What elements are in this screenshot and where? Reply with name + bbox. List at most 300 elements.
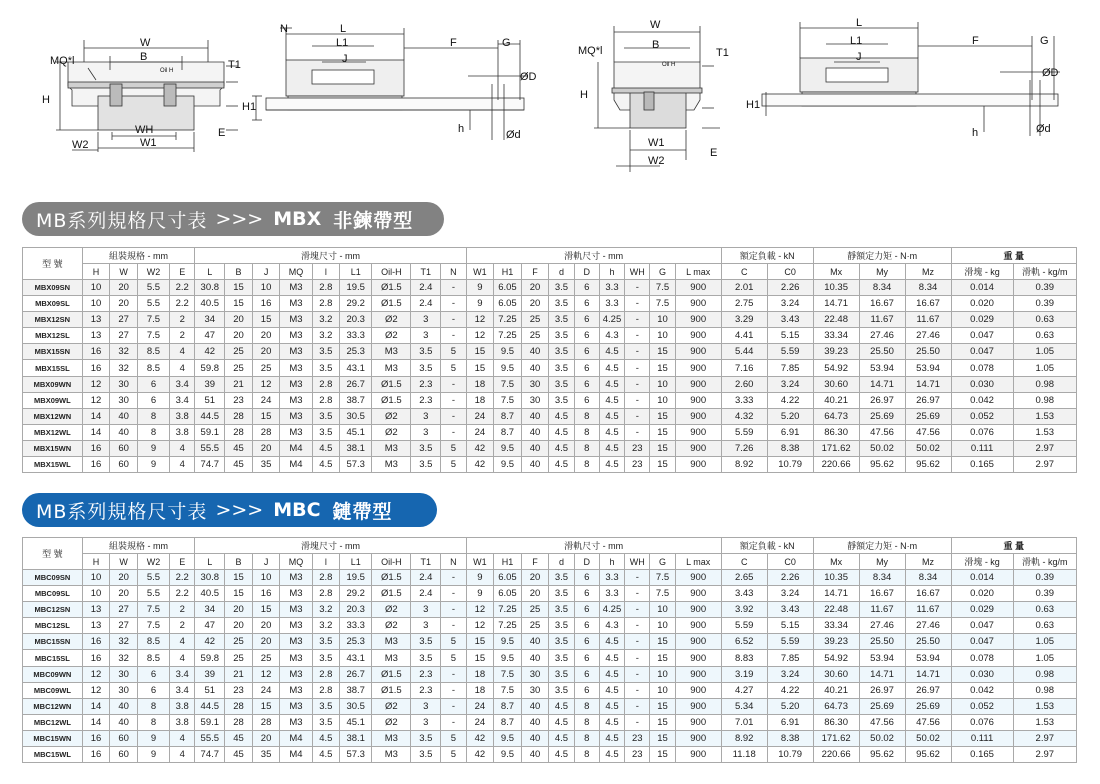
table-cell: 6.52 <box>721 634 767 650</box>
table-cell: 13 <box>82 618 110 634</box>
table-cell: M3 <box>372 650 411 666</box>
table-cell: M4 <box>280 747 312 763</box>
table-cell: 3 <box>411 618 441 634</box>
table-cell: - <box>441 570 466 586</box>
col-header: N <box>441 554 466 570</box>
table-cell: 3.5 <box>312 344 340 360</box>
table-cell: 900 <box>675 424 721 440</box>
table-cell: 9 <box>466 570 494 586</box>
table-cell: 8 <box>137 424 169 440</box>
table-cell: 4.5 <box>599 666 624 682</box>
table-cell: 8 <box>574 440 599 456</box>
table-cell: 9 <box>466 586 494 602</box>
table-cell: 0.39 <box>1013 296 1076 312</box>
table-cell: 24 <box>252 682 280 698</box>
dim-w-label: W <box>140 37 151 49</box>
col-header: 滑塊 - kg <box>951 264 1013 280</box>
table-cell: 15 <box>650 698 675 714</box>
table-cell: 4.5 <box>599 650 624 666</box>
table-cell: Ø1.5 <box>372 570 411 586</box>
table-cell: M3 <box>280 328 312 344</box>
dim-od-label: ØD <box>520 71 537 83</box>
table-cell: 7.16 <box>721 360 767 376</box>
table-cell: 45 <box>225 440 253 456</box>
table-cell: Ø1.5 <box>372 392 411 408</box>
table-cell: 2.3 <box>411 666 441 682</box>
table-cell: 900 <box>675 280 721 296</box>
oil-hole-label: Oil H <box>662 62 676 68</box>
table-cell: Ø2 <box>372 618 411 634</box>
col-header: WH <box>625 264 650 280</box>
col-header: 滑塊 - kg <box>951 554 1013 570</box>
col-header: W1 <box>466 264 494 280</box>
group-weight-header: 重 量 <box>951 248 1076 264</box>
table-cell: 30 <box>110 666 138 682</box>
table-cell: 33.3 <box>340 618 372 634</box>
table-row <box>23 376 1077 392</box>
table-cell: 0.047 <box>951 328 1013 344</box>
table-cell: M3 <box>280 570 312 586</box>
table-row <box>23 280 1077 296</box>
dim-h-label: H <box>580 89 588 101</box>
table-cell: 8.5 <box>137 634 169 650</box>
table-cell: 4.25 <box>599 602 624 618</box>
table-cell: 7.85 <box>767 360 813 376</box>
table-cell: 14.71 <box>813 296 859 312</box>
table-cell: 4 <box>170 360 195 376</box>
table-cell: 9.5 <box>494 360 522 376</box>
col-header: Oil-H <box>372 264 411 280</box>
table-cell: 2.8 <box>312 666 340 682</box>
table-cell: 27.46 <box>905 328 951 344</box>
table-cell: 8.83 <box>721 650 767 666</box>
model-cell: MBC09WN <box>23 666 83 682</box>
table-cell: 5.59 <box>721 424 767 440</box>
table-cell: Ø1.5 <box>372 666 411 682</box>
table-cell: 3.4 <box>170 376 195 392</box>
table-cell: 11.67 <box>859 312 905 328</box>
table-cell: 53.94 <box>859 360 905 376</box>
table-cell: - <box>441 392 466 408</box>
table-cell: 25.3 <box>340 344 372 360</box>
table-cell: 10.79 <box>767 747 813 763</box>
dim-w2-label: W2 <box>648 155 665 167</box>
table-row <box>23 328 1077 344</box>
table-cell: 4.25 <box>599 312 624 328</box>
table-cell: 26.7 <box>340 376 372 392</box>
table-cell: 4.5 <box>599 698 624 714</box>
table-cell: 3.5 <box>549 650 574 666</box>
table-cell: 7.25 <box>494 602 522 618</box>
table-cell: 4.5 <box>549 457 574 473</box>
table-cell: 25 <box>521 312 549 328</box>
table-cell: 40.21 <box>813 392 859 408</box>
dim-l1-label: L1 <box>850 35 863 47</box>
dim-t1-label: T1 <box>228 59 241 71</box>
table-cell: 23 <box>625 747 650 763</box>
table-cell: 51 <box>195 682 225 698</box>
table-cell: 6 <box>574 376 599 392</box>
table-cell: M3 <box>372 747 411 763</box>
table-cell: 20 <box>252 344 280 360</box>
table-cell: 13 <box>82 602 110 618</box>
col-header: F <box>521 264 549 280</box>
table-cell: 25 <box>225 650 253 666</box>
table-cell: - <box>625 586 650 602</box>
oil-hole-label: Oil H <box>160 68 174 74</box>
table-cell: 16.67 <box>905 586 951 602</box>
model-cell: MBC15WN <box>23 730 83 746</box>
model-cell: MBX15WL <box>23 457 83 473</box>
col-header: l <box>312 554 340 570</box>
table-cell: 1.05 <box>1013 650 1076 666</box>
table-cell: M3 <box>280 344 312 360</box>
table-cell: Ø2 <box>372 714 411 730</box>
table-cell: 3.5 <box>312 360 340 376</box>
table-cell: 3.4 <box>170 392 195 408</box>
col-header: B <box>225 264 253 280</box>
table-cell: 95.62 <box>859 457 905 473</box>
table-cell: 3.5 <box>411 344 441 360</box>
col-header: L <box>195 554 225 570</box>
table-cell: 20 <box>110 280 138 296</box>
col-header: h <box>599 554 624 570</box>
table-cell: - <box>625 698 650 714</box>
table-cell: 5.20 <box>767 408 813 424</box>
table-cell: 15 <box>466 650 494 666</box>
table-cell: 3.5 <box>549 682 574 698</box>
table-cell: - <box>625 280 650 296</box>
table-cell: 1.53 <box>1013 408 1076 424</box>
table-row <box>23 312 1077 328</box>
table-cell: 0.030 <box>951 376 1013 392</box>
table-cell: 20 <box>521 296 549 312</box>
table-cell: 25 <box>252 360 280 376</box>
table-cell: 3.8 <box>170 408 195 424</box>
table-cell: 2.97 <box>1013 747 1076 763</box>
table-cell: M3 <box>280 312 312 328</box>
table-cell: 15 <box>650 360 675 376</box>
table-cell: 3.4 <box>170 666 195 682</box>
table-cell: 900 <box>675 682 721 698</box>
table-cell: 3.92 <box>721 602 767 618</box>
table-cell: 40 <box>521 424 549 440</box>
table-cell: 21 <box>225 666 253 682</box>
table-cell: 30 <box>110 376 138 392</box>
table-cell: 8.7 <box>494 424 522 440</box>
table-cell: 0.020 <box>951 586 1013 602</box>
table-cell: 5.20 <box>767 698 813 714</box>
drawing-side-view-mbc <box>746 17 1060 139</box>
table-cell: M3 <box>372 344 411 360</box>
table-cell: 3.5 <box>312 714 340 730</box>
table-cell: 8 <box>574 698 599 714</box>
table-cell: 8.5 <box>137 344 169 360</box>
table-cell: 8 <box>574 730 599 746</box>
table-cell: 30 <box>521 392 549 408</box>
model-cell: MBX09SL <box>23 296 83 312</box>
table-cell: 32 <box>110 634 138 650</box>
table-cell: 900 <box>675 392 721 408</box>
col-header: MQ <box>280 554 312 570</box>
table-cell: 20 <box>521 280 549 296</box>
table-cell: 47 <box>195 618 225 634</box>
group-load-header: 額定負載 - kN <box>721 538 813 554</box>
table-cell: 3.5 <box>549 344 574 360</box>
table-cell: 6 <box>137 666 169 682</box>
table-cell: M3 <box>280 634 312 650</box>
table-cell: 5.59 <box>767 634 813 650</box>
table-cell: 6.05 <box>494 570 522 586</box>
dim-j-label: J <box>342 53 348 65</box>
table-cell: 2.3 <box>411 376 441 392</box>
table-cell: 5.5 <box>137 570 169 586</box>
table-cell: 40 <box>110 714 138 730</box>
table-cell: 900 <box>675 698 721 714</box>
table-cell: 25.69 <box>859 408 905 424</box>
table-cell: 10 <box>650 666 675 682</box>
dim-g-label: G <box>1040 35 1049 47</box>
col-header: WH <box>625 554 650 570</box>
col-header: d <box>549 554 574 570</box>
table-cell: 40 <box>521 440 549 456</box>
table-cell: 30 <box>110 392 138 408</box>
table-cell: 59.8 <box>195 360 225 376</box>
table-cell: 3.43 <box>767 602 813 618</box>
dim-e-label: E <box>218 127 226 139</box>
table-cell: 16.67 <box>859 296 905 312</box>
dim-n-label: N <box>280 23 288 35</box>
table-cell: 10.79 <box>767 457 813 473</box>
table-cell: 4.5 <box>549 730 574 746</box>
table-cell: 8.7 <box>494 408 522 424</box>
col-header: My <box>859 264 905 280</box>
col-header: W2 <box>137 264 169 280</box>
table-row <box>23 666 1077 682</box>
model-cell: MBX15SN <box>23 344 83 360</box>
table-cell: 9 <box>137 747 169 763</box>
group-weight-header: 重 量 <box>951 538 1076 554</box>
table-cell: 9 <box>466 296 494 312</box>
table-cell: 4 <box>170 650 195 666</box>
table-cell: 40 <box>521 344 549 360</box>
table-cell: 6.05 <box>494 586 522 602</box>
table-cell: 4.5 <box>549 698 574 714</box>
col-header: T1 <box>411 554 441 570</box>
table-row <box>23 424 1077 440</box>
table-cell: 8 <box>574 424 599 440</box>
table-cell: 9 <box>137 730 169 746</box>
table-cell: 47.56 <box>859 714 905 730</box>
table-cell: 12 <box>82 682 110 698</box>
table-cell: 11.67 <box>859 602 905 618</box>
table-cell: M3 <box>280 682 312 698</box>
table-cell: 16.67 <box>859 586 905 602</box>
table-cell: 6 <box>574 280 599 296</box>
table-cell: 3.5 <box>411 457 441 473</box>
table-cell: 900 <box>675 360 721 376</box>
model-cell: MBC09SL <box>23 586 83 602</box>
table-cell: 4.5 <box>549 714 574 730</box>
table-cell: 26.97 <box>905 392 951 408</box>
banner-type: 非鍊帶型 <box>333 209 414 232</box>
table-cell: 2.4 <box>411 586 441 602</box>
table-cell: 2.8 <box>312 392 340 408</box>
table-cell: - <box>441 312 466 328</box>
table-cell: 20 <box>252 634 280 650</box>
table-cell: 9.5 <box>494 747 522 763</box>
dim-b-label: B <box>140 51 148 63</box>
dim-l1-label: L1 <box>336 37 349 49</box>
table-cell: Ø2 <box>372 424 411 440</box>
table-cell: - <box>441 408 466 424</box>
table-cell: 15 <box>225 570 253 586</box>
table-row <box>23 360 1077 376</box>
table-cell: 3.33 <box>721 392 767 408</box>
table-cell: 32 <box>110 650 138 666</box>
table-cell: 10 <box>82 586 110 602</box>
banner-code: MBX <box>273 208 322 230</box>
group-assembly-header: 組裝規格 - mm <box>82 248 195 264</box>
table-cell: 6 <box>574 586 599 602</box>
col-header: N <box>441 264 466 280</box>
table-cell: 20 <box>225 328 253 344</box>
table-cell: 47.56 <box>859 424 905 440</box>
table-cell: 3.5 <box>312 634 340 650</box>
table-cell: 7.5 <box>650 280 675 296</box>
model-cell: MBC12SN <box>23 602 83 618</box>
dim-w2-label: W2 <box>72 139 89 151</box>
group-rail-header: 滑軌尺寸 - mm <box>466 538 721 554</box>
table-cell: - <box>625 570 650 586</box>
table-cell: 26.97 <box>859 392 905 408</box>
table-cell: 4.5 <box>599 714 624 730</box>
table-cell: 1.53 <box>1013 714 1076 730</box>
table-cell: 23 <box>625 457 650 473</box>
table-cell: 16 <box>252 586 280 602</box>
table-cell: 34 <box>195 602 225 618</box>
table-cell: M3 <box>280 698 312 714</box>
dim-l-label: L <box>856 17 863 29</box>
table-cell: - <box>625 682 650 698</box>
table-cell: 3.5 <box>411 634 441 650</box>
table-cell: 8 <box>574 457 599 473</box>
dim-h-label: H <box>42 94 50 106</box>
table-cell: 10 <box>650 682 675 698</box>
table-cell: 25.69 <box>905 408 951 424</box>
table-cell: 23 <box>225 682 253 698</box>
table-cell: 900 <box>675 730 721 746</box>
table-cell: 50.02 <box>859 440 905 456</box>
table-cell: 6 <box>574 328 599 344</box>
table-cell: 10.35 <box>813 280 859 296</box>
table-row <box>23 730 1077 746</box>
table-cell: 7.5 <box>137 328 169 344</box>
table-cell: 7.5 <box>650 296 675 312</box>
table-cell: 38.7 <box>340 682 372 698</box>
table-cell: 900 <box>675 666 721 682</box>
table-cell: 2.8 <box>312 586 340 602</box>
col-header: W <box>110 554 138 570</box>
table-cell: 16.67 <box>905 296 951 312</box>
table-cell: 20 <box>225 312 253 328</box>
table-cell: 4.5 <box>549 747 574 763</box>
table-cell: 47 <box>195 328 225 344</box>
table-cell: 12 <box>82 392 110 408</box>
table-cell: - <box>625 360 650 376</box>
table-cell: 8.5 <box>137 360 169 376</box>
table-cell: 9 <box>466 280 494 296</box>
table-cell: 3.5 <box>411 650 441 666</box>
table-cell: M3 <box>280 650 312 666</box>
table-cell: 25.69 <box>905 698 951 714</box>
table-cell: 0.052 <box>951 408 1013 424</box>
table-cell: 39 <box>195 666 225 682</box>
table-cell: 28 <box>225 714 253 730</box>
table-cell: 4.5 <box>599 408 624 424</box>
table-cell: 22.48 <box>813 602 859 618</box>
table-cell: 0.052 <box>951 698 1013 714</box>
table-cell: 25 <box>225 344 253 360</box>
table-cell: - <box>625 376 650 392</box>
model-cell: MBX12SN <box>23 312 83 328</box>
table-cell: 40 <box>521 650 549 666</box>
col-header: Mx <box>813 554 859 570</box>
table-cell: 42 <box>466 457 494 473</box>
table-cell: 3.5 <box>549 312 574 328</box>
table-cell: 2.3 <box>411 682 441 698</box>
table-cell: 60 <box>110 730 138 746</box>
table-cell: 32 <box>110 360 138 376</box>
table-cell: 15 <box>650 634 675 650</box>
table-cell: 12 <box>466 328 494 344</box>
table-cell: 20 <box>252 618 280 634</box>
table-cell: 28 <box>252 424 280 440</box>
table-cell: 0.078 <box>951 360 1013 376</box>
table-cell: 7.26 <box>721 440 767 456</box>
banner-arrows: >>> <box>215 208 264 230</box>
table-cell: M3 <box>372 457 411 473</box>
table-cell: M3 <box>280 424 312 440</box>
table-cell: 4.5 <box>599 344 624 360</box>
table-cell: 0.165 <box>951 457 1013 473</box>
table-cell: 900 <box>675 618 721 634</box>
banner-title: MB系列規格尺寸表 <box>36 209 208 232</box>
table-cell: 15 <box>225 296 253 312</box>
table-cell: 33.3 <box>340 328 372 344</box>
table-cell: 15 <box>225 586 253 602</box>
table-cell: 15 <box>252 602 280 618</box>
banner-type: 鏈帶型 <box>332 500 393 523</box>
table-cell: M3 <box>280 586 312 602</box>
table-cell: 14.71 <box>859 376 905 392</box>
table-cell: 3.5 <box>312 424 340 440</box>
table-cell: 25.69 <box>859 698 905 714</box>
table-cell: 8 <box>137 714 169 730</box>
table-cell: 6 <box>574 392 599 408</box>
table-cell: 0.63 <box>1013 618 1076 634</box>
table-cell: 5 <box>441 747 466 763</box>
table-cell: Ø1.5 <box>372 296 411 312</box>
table-cell: 8.92 <box>721 730 767 746</box>
table-cell: 16 <box>82 360 110 376</box>
table-cell: - <box>441 376 466 392</box>
table-cell: 0.39 <box>1013 280 1076 296</box>
col-header: D <box>574 554 599 570</box>
model-cell: MBC12WL <box>23 714 83 730</box>
table-cell: 2 <box>170 312 195 328</box>
table-cell: 14.71 <box>813 586 859 602</box>
